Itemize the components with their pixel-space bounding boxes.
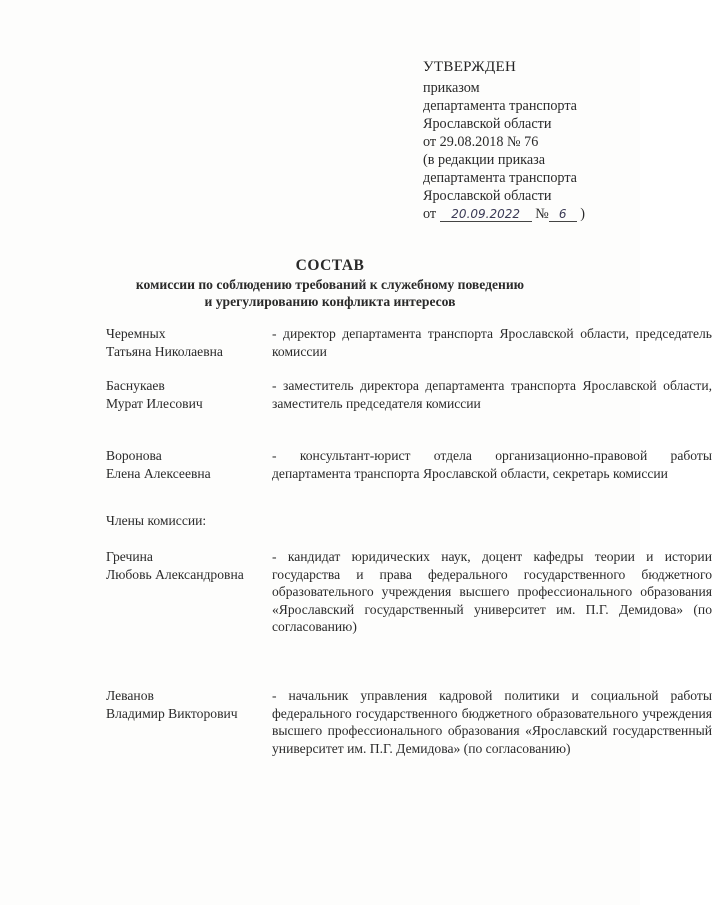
member-name — [106, 325, 276, 360]
members-heading: Члены комиссии: — [106, 513, 207, 528]
approval-amendment-line — [423, 205, 623, 223]
member-given-name: Мурат Илесович — [106, 395, 203, 411]
member-surname: Черемных — [106, 326, 166, 341]
approval-line: Ярославской области — [423, 188, 552, 204]
member-name — [106, 548, 276, 583]
approval-line: департамента транспорта — [423, 170, 577, 186]
member-description: - начальник управления кадровой политики и социальной работы федерального государственного бюджетного образовательного учреждения высшего профессионального образования «Ярославский государственный университет им. П.Г. Демидова» (по согласованию) — [272, 688, 712, 756]
member-surname: Баснукаев — [106, 378, 165, 393]
member-surname: Гречина — [106, 549, 153, 564]
document-subtitle-line2: и урегулированию конфликта интересов — [204, 294, 456, 309]
member-name — [106, 447, 276, 482]
member-given-name: Владимир Викторович — [106, 705, 238, 721]
approval-line: департамента транспорта — [423, 98, 577, 114]
member-given-name: Елена Алексеевна — [106, 465, 211, 481]
member-description: - директор департамента транспорта Ярославской области, председатель комиссии — [272, 326, 712, 359]
member-given-name: Татьяна Николаевна — [106, 343, 223, 359]
approval-line: Ярославской области — [423, 116, 552, 132]
approval-line: (в редакции приказа — [423, 152, 546, 168]
document-title: СОСТАВ — [295, 257, 365, 274]
document-subtitle-line1: комиссии по соблюдению требований к служебному поведению — [135, 277, 525, 292]
approval-stamp-block — [423, 58, 623, 223]
approval-line: приказом — [423, 80, 480, 96]
member-description: - заместитель директора департамента транспорта Ярославской области, заместитель председателя комиссии — [272, 378, 712, 411]
approval-line: от 29.08.2018 № 76 — [423, 134, 539, 150]
member-description: - кандидат юридических наук, доцент кафедры теории и истории государства и права федерального государственного бюджетного образовательного учреждения высшего профессионального образования «Ярославский государственный университет им. П.Г. Демидова» (по согласованию) — [272, 549, 712, 634]
handwritten-date: 20.09.2022 — [440, 207, 532, 222]
document-title-block — [100, 256, 560, 310]
number-prefix: № — [535, 206, 549, 222]
member-description: - консультант-юрист отдела организационно-правовой работы департамента транспорта Ярославской области, секретарь комиссии — [272, 448, 712, 481]
member-name — [106, 377, 276, 412]
handwritten-number: 6 — [549, 207, 577, 222]
closing-paren: ) — [580, 206, 586, 222]
member-surname: Леванов — [106, 688, 154, 703]
member-name — [106, 687, 276, 722]
date-prefix: от — [423, 206, 437, 222]
member-surname: Воронова — [106, 448, 162, 463]
approval-heading: УТВЕРЖДЕН — [423, 59, 517, 75]
member-given-name: Любовь Александровна — [106, 566, 244, 582]
